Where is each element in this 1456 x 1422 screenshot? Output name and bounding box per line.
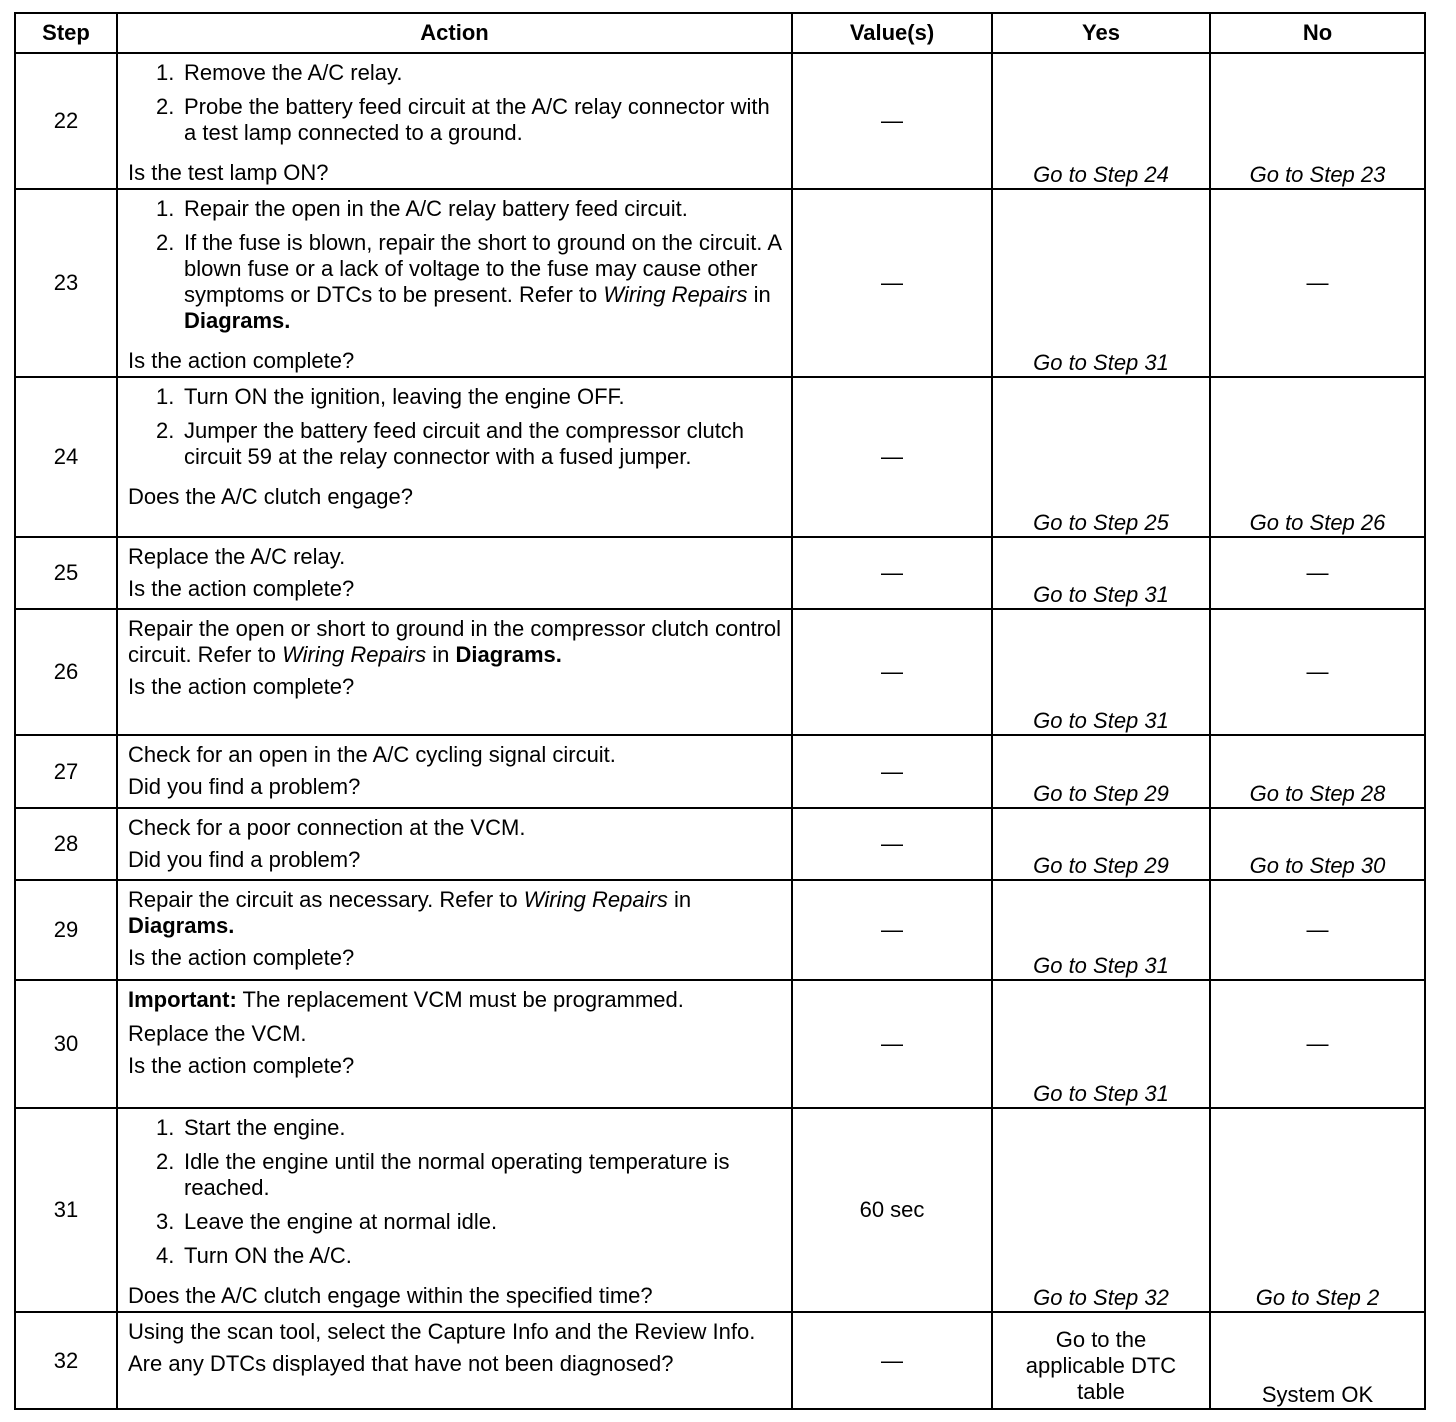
step-number: 23 xyxy=(15,189,117,377)
action-cell xyxy=(117,1312,792,1409)
step-number: 31 xyxy=(15,1108,117,1312)
no-cell: — xyxy=(1210,537,1425,609)
yes-cell: Go to Step 31 xyxy=(992,609,1210,735)
step-number: 29 xyxy=(15,880,117,980)
action-item: 4. Turn ON the A/C. xyxy=(156,1243,352,1268)
yes-cell: Go to Step 31 xyxy=(992,880,1210,980)
yes-cell: Go to Step 32 xyxy=(992,1108,1210,1312)
action-question: Are any DTCs displayed that have not been diagnosed? xyxy=(128,1351,674,1376)
value-cell: 60 sec xyxy=(792,1108,992,1312)
table-row xyxy=(15,735,1425,808)
header-values: Value(s) xyxy=(792,13,992,53)
header-step: Step xyxy=(15,13,117,53)
no-cell: Go to Step 23 xyxy=(1210,53,1425,189)
step-number: 30 xyxy=(15,980,117,1108)
step-number: 25 xyxy=(15,537,117,609)
action-question: Is the action complete? xyxy=(128,945,355,970)
action-cell xyxy=(117,609,792,735)
no-cell: — xyxy=(1210,980,1425,1108)
action-item: 3. Leave the engine at normal idle. xyxy=(156,1209,498,1234)
action-text: Repair the circuit as necessary. Refer to Wiring Repairs in Diagrams. xyxy=(128,887,692,938)
action-item: 1. Repair the open in the A/C relay battery feed circuit. xyxy=(156,196,688,221)
table-row xyxy=(15,808,1425,880)
action-question: Does the A/C clutch engage? xyxy=(128,484,413,509)
table-row xyxy=(15,609,1425,735)
value-cell: — xyxy=(792,609,992,735)
value-cell: — xyxy=(792,735,992,808)
table-row xyxy=(15,980,1425,1108)
action-text: Using the scan tool, select the Capture Info and the Review Info. xyxy=(128,1319,756,1344)
important-note: Important: The replacement VCM must be programmed. xyxy=(128,987,684,1012)
step-number: 28 xyxy=(15,808,117,880)
action-cell xyxy=(117,53,792,189)
action-text: Repair the open or short to ground in the compressor clutch control circuit. Refer to Wiring Repairs in Diagrams. xyxy=(128,616,782,667)
step-number: 27 xyxy=(15,735,117,808)
table-row xyxy=(15,537,1425,609)
no-cell: Go to Step 2 xyxy=(1210,1108,1425,1312)
yes-cell: Go to Step 31 xyxy=(992,537,1210,609)
value-cell: — xyxy=(792,808,992,880)
action-question: Is the action complete? xyxy=(128,576,355,601)
yes-cell: Go to Step 31 xyxy=(992,189,1210,377)
yes-cell: Go to Step 29 xyxy=(992,808,1210,880)
action-cell xyxy=(117,808,792,880)
diagnostic-table xyxy=(14,12,1426,1410)
table-row xyxy=(15,1108,1425,1312)
action-text: Replace the A/C relay. xyxy=(128,544,346,569)
action-item: 2. Idle the engine until the normal operating temperature is reached. xyxy=(156,1149,730,1200)
no-cell: — xyxy=(1210,880,1425,980)
action-text: Check for an open in the A/C cycling signal circuit. xyxy=(128,742,616,767)
yes-cell: Go to Step 24 xyxy=(992,53,1210,189)
action-question: Is the action complete? xyxy=(128,674,355,699)
action-cell xyxy=(117,537,792,609)
value-cell: — xyxy=(792,537,992,609)
action-cell xyxy=(117,377,792,537)
action-cell xyxy=(117,880,792,980)
yes-cell: Go to Step 25 xyxy=(992,377,1210,537)
header-yes: Yes xyxy=(992,13,1210,53)
table-row xyxy=(15,189,1425,377)
step-number: 24 xyxy=(15,377,117,537)
no-cell: Go to Step 30 xyxy=(1210,808,1425,880)
action-cell xyxy=(117,735,792,808)
yes-cell: Go to Step 31 xyxy=(992,980,1210,1108)
action-question: Did you find a problem? xyxy=(128,847,361,872)
table-row xyxy=(15,377,1425,537)
no-cell: System OK xyxy=(1210,1312,1425,1409)
header-action: Action xyxy=(117,13,792,53)
header-no: No xyxy=(1210,13,1425,53)
header-row xyxy=(15,13,1425,53)
value-cell: — xyxy=(792,880,992,980)
action-item: 2. If the fuse is blown, repair the short to ground on the circuit. A blown fuse or a lack of voltage to the fuse may cause other symptoms or DTCs to be present. Refer to Wiring Repairs in Diagrams. xyxy=(156,230,781,333)
value-cell: — xyxy=(792,189,992,377)
action-cell xyxy=(117,980,792,1108)
value-cell: — xyxy=(792,1312,992,1409)
action-item: 1. Remove the A/C relay. xyxy=(156,60,403,85)
table-row xyxy=(15,1312,1425,1409)
action-question: Is the action complete? xyxy=(128,348,355,373)
action-item: 2. Jumper the battery feed circuit and the compressor clutch circuit 59 at the relay connector with a fused jumper. xyxy=(156,418,745,469)
no-cell: — xyxy=(1210,609,1425,735)
no-cell: Go to Step 26 xyxy=(1210,377,1425,537)
yes-cell: Go to the applicable DTC table xyxy=(992,1312,1210,1409)
action-text: Check for a poor connection at the VCM. xyxy=(128,815,526,840)
value-cell: — xyxy=(792,53,992,189)
action-item: 2. Probe the battery feed circuit at the A/C relay connector with a test lamp connected to a ground. xyxy=(156,94,770,145)
value-cell: — xyxy=(792,980,992,1108)
no-cell: — xyxy=(1210,189,1425,377)
step-number: 32 xyxy=(15,1312,117,1409)
action-question: Does the A/C clutch engage within the specified time? xyxy=(128,1283,653,1308)
action-item: 1. Turn ON the ignition, leaving the engine OFF. xyxy=(156,384,625,409)
step-number: 22 xyxy=(15,53,117,189)
table-row xyxy=(15,53,1425,189)
action-cell xyxy=(117,1108,792,1312)
action-text: Replace the VCM. xyxy=(128,1021,307,1046)
step-number: 26 xyxy=(15,609,117,735)
no-cell: Go to Step 28 xyxy=(1210,735,1425,808)
action-item: 1. Start the engine. xyxy=(156,1115,346,1140)
action-question: Did you find a problem? xyxy=(128,774,361,799)
yes-cell: Go to Step 29 xyxy=(992,735,1210,808)
table-row xyxy=(15,880,1425,980)
action-cell xyxy=(117,189,792,377)
action-question: Is the action complete? xyxy=(128,1053,355,1078)
action-question: Is the test lamp ON? xyxy=(128,160,329,185)
value-cell: — xyxy=(792,377,992,537)
